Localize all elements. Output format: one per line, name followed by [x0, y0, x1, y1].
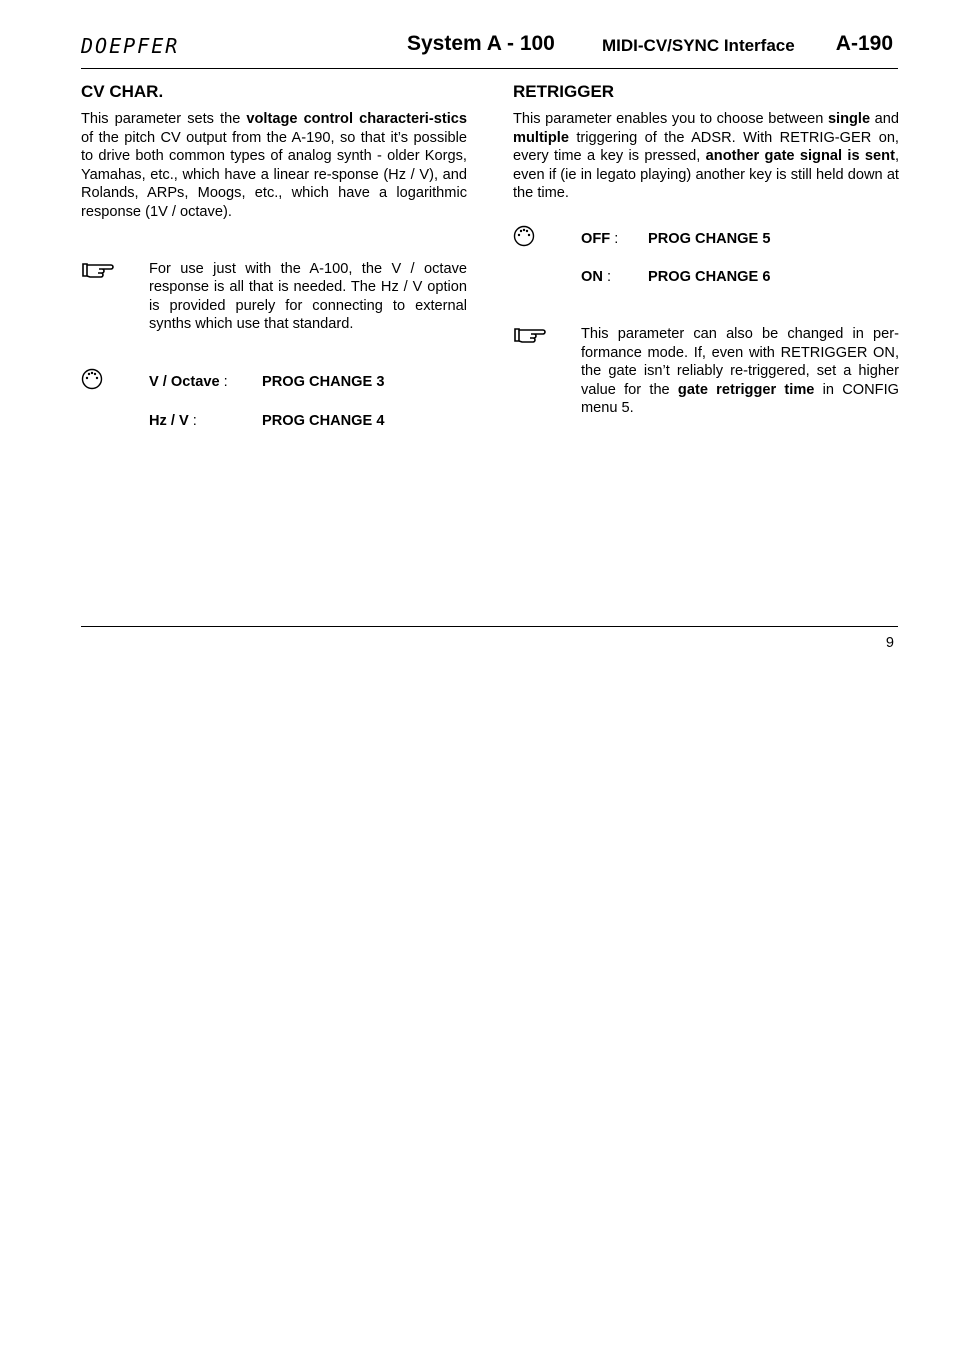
midi-row-on	[513, 269, 899, 289]
midi-value: PROG CHANGE 6	[648, 268, 771, 285]
midi-row-off	[513, 231, 899, 251]
midi-value: PROG CHANGE 4	[262, 412, 385, 429]
midi-label: OFF :	[581, 230, 619, 247]
midi-plug-icon	[513, 225, 535, 247]
midi-row-hz-v	[81, 413, 467, 433]
interface-title: MIDI-CV/SYNC Interface	[602, 36, 795, 55]
cv-char-paragraph: This parameter sets the voltage control characteri-stics of the pitch CV output from the A-190, so that it’s possible to drive both common types of analog synth - older Korgs, Yamahas, etc., which have a linear re-sponse (Hz / V), and Rolands, ARPs, Moogs, etc., which have a logarithmic response (1V / octave).	[81, 111, 467, 220]
midi-value: PROG CHANGE 5	[648, 230, 771, 247]
midi-plug-icon	[81, 368, 103, 390]
pointing-hand-icon	[513, 325, 547, 345]
page-number: 9	[885, 635, 894, 651]
midi-label: Hz / V :	[149, 412, 197, 429]
cv-char-heading: CV CHAR.	[81, 82, 164, 101]
midi-row-v-octave	[81, 374, 467, 394]
doepfer-logo: DOEPFER	[81, 34, 180, 58]
model-title: A-190	[835, 32, 893, 55]
page-header	[81, 30, 898, 69]
retrigger-note	[513, 325, 899, 418]
cv-char-note-text: For use just with the A-100, the V / octave response is all that is needed. The Hz / V option is provided purely for connecting to external synths which use that standard.	[149, 260, 467, 333]
pointing-hand-icon	[81, 260, 115, 280]
system-title: System A - 100	[407, 32, 555, 55]
cv-char-note	[81, 260, 467, 334]
retrigger-paragraph: This parameter enables you to choose between single and multiple triggering of the ADSR. With RETRIG-GER on, every time a key is pressed, another gate signal is sent, even if (ie in legato playing) another key is still held down at the time.	[513, 111, 899, 202]
retrigger-note-text: This parameter can also be changed in per-formance mode. If, even with RETRIGGER ON, the gate isn’t reliably re-triggered, set a higher value for the gate retrigger time in CONFIG menu 5.	[581, 325, 900, 417]
midi-label: V / Octave :	[149, 373, 228, 390]
footer-rule	[81, 626, 898, 627]
cv-char-section	[81, 82, 467, 433]
retrigger-heading: RETRIGGER	[513, 82, 615, 101]
retrigger-section	[513, 82, 899, 418]
midi-label: ON :	[581, 268, 611, 285]
midi-value: PROG CHANGE 3	[262, 373, 385, 390]
